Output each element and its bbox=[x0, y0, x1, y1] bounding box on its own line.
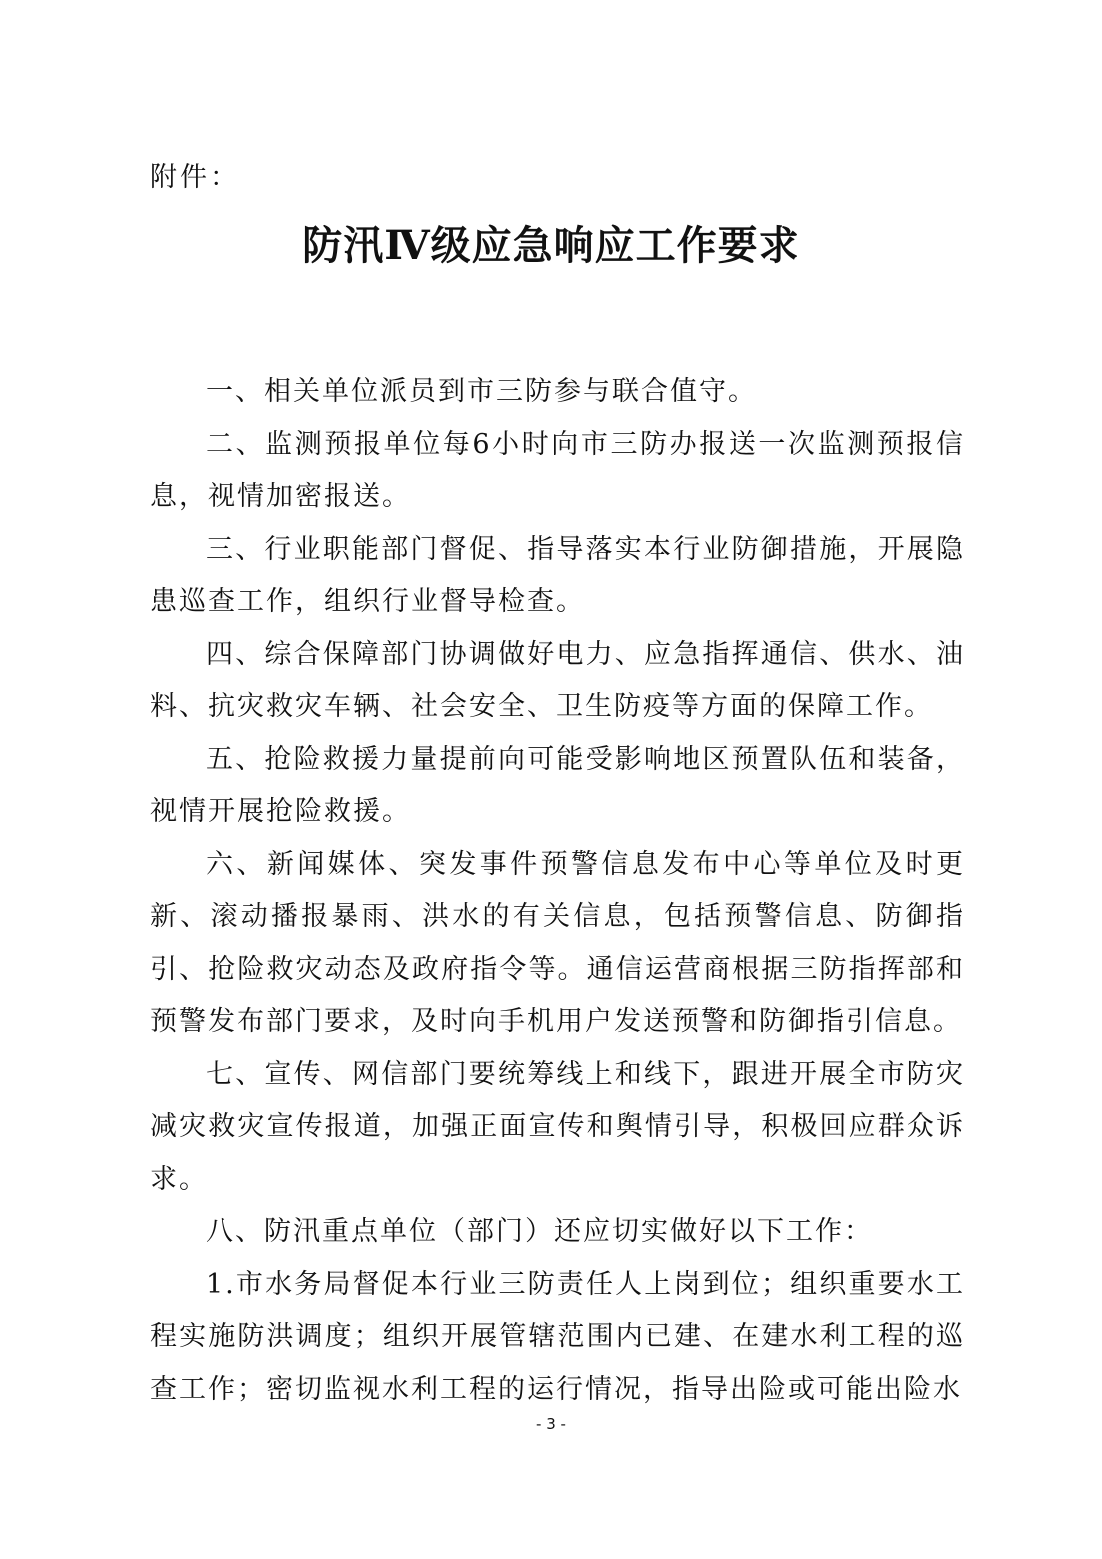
paragraph-4: 四、综合保障部门协调做好电力、应急指挥通信、供水、油料、抗灾救灾车辆、社会安全、卫生防疫等方面的保障工作。 bbox=[150, 638, 965, 722]
paragraph-8: 八、防汛重点单位（部门）还应切实做好以下工作： bbox=[206, 1216, 873, 1247]
paragraph-5: 五、抢险救援力量提前向可能受影响地区预置队伍和装备，视情开展抢险救援。 bbox=[150, 743, 965, 827]
document-title: 防汛Ⅳ级应急响应工作要求 bbox=[302, 222, 800, 269]
document-body bbox=[150, 366, 965, 1416]
paragraph-7: 七、宣传、网信部门要统筹线上和线下，跟进开展全市防灾减灾救灾宣传报道，加强正面宣传和舆情引导，积极回应群众诉求。 bbox=[150, 1058, 965, 1195]
paragraph-9: 1.市水务局督促本行业三防责任人上岗到位；组织重要水工程实施防洪调度；组织开展管辖范围内已建、在建水利工程的巡查工作；密切监视水利工程的运行情况，指导出险或可能出险水 bbox=[150, 1268, 965, 1405]
page-number: - 3 - bbox=[536, 1415, 566, 1433]
paragraph-6: 六、新闻媒体、突发事件预警信息发布中心等单位及时更新、滚动播报暴雨、洪水的有关信息，包括预警信息、防御指引、抢险救灾动态及政府指令等。通信运营商根据三防指挥部和预警发布部门要求，及时向手机用户发送预警和防御指引信息。 bbox=[150, 848, 965, 1037]
attachment-label: 附件： bbox=[150, 162, 240, 193]
paragraph-3: 三、行业职能部门督促、指导落实本行业防御措施，开展隐患巡查工作，组织行业督导检查。 bbox=[150, 533, 965, 617]
paragraph-1: 一、相关单位派员到市三防参与联合值守。 bbox=[206, 376, 757, 407]
paragraph-2: 二、监测预报单位每6小时向市三防办报送一次监测预报信息，视情加密报送。 bbox=[150, 428, 965, 512]
